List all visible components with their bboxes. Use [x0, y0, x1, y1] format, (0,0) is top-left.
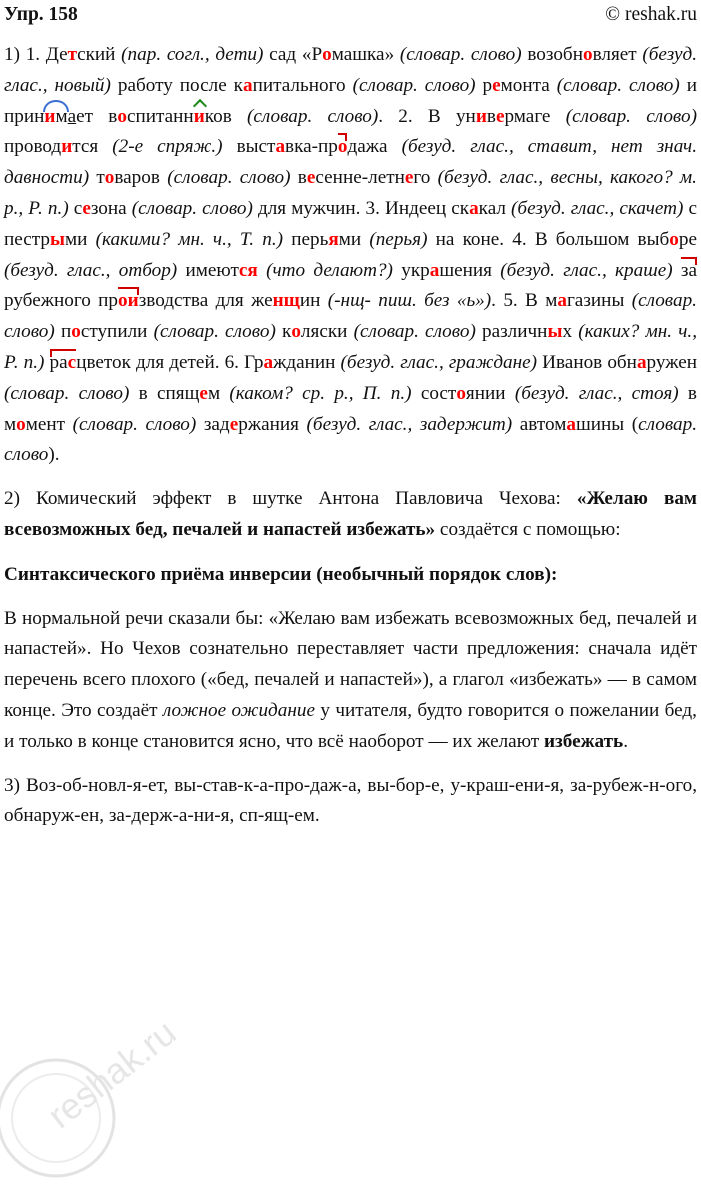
ending-roof-mark: и — [194, 102, 205, 133]
section-2-heading: Синтаксического приёма инверсии (необычный порядок слов): — [4, 563, 558, 585]
chekhov-quote: «Желаю вам всевозможных бед, печалей и напастей избежать» — [4, 488, 697, 540]
prefix-mark: рас — [50, 348, 77, 379]
section-2-intro: 2) Комический эффект в шутке Антона Павловича Чехова: «Желаю вам всевозможных бед, печалей и напастей избежать» создаётся с помощью: — [4, 488, 697, 540]
watermark-seal — [0, 1011, 184, 1188]
page-header — [0, 0, 701, 34]
exercise-title: Упр. 158 — [4, 4, 78, 25]
root-arc-mark: им — [44, 102, 67, 133]
watermark-text: reshak.ru — [39, 1011, 184, 1137]
answer-content — [0, 40, 701, 832]
section-1-paragraph: 1) 1. Детский (пар. согл., дети) сад «Ромашка» (словар. слово) возобновляет (безуд. глас., новый) работу после капитального (словар. слово) ремонта (словар. слово) и принимает воспитанников (словар. слово). 2. В универмаге (словар. слово) проводится (2-е спряж.) выставка-продажа (безуд. глас., ставит, нет знач. давности) товаров (словар. слово) весенне-летнего (безуд. глас., весны, какого? м. р., Р. п.) сезона (словар. слово) для мужчин. 3. Индеец скакал (безуд. глас., скачет) с пестрыми (какими? мн. ч., Т. п.) перьями (перья) на коне. 4. В большом выборе (безуд. глас., отбор) имеются (что делают?) украшения (безуд. глас., краше) зарубежного производства для женщин (-нщ- пиш. без «ь»). 5. В магазины (словар. слово) поступили (словар. слово) коляски (словар. слово) различных (каких? мн. ч., Р. п.) расцветок для детей. 6. Гражданин (безуд. глас., граждане) Иванов обнаружен (словар. слово) в спящем (каком? ср. р., П. п.) состоянии (безуд. глас., стоя) в момент (словар. слово) задержания (безуд. глас., задержит) автомашины (словар. слово). — [4, 44, 698, 466]
section-3-morphemes: 3) Воз-об-новл-я-ет, вы-став-к-а-про-даж-а, вы-бор-е, у-краш-ени-я, за-рубеж-н-ого, обнаруж-ен, за-держ-а-ни-я, сп-ящ-ем. — [4, 774, 697, 827]
prefix-mark: ои — [118, 286, 139, 317]
suffix-mark: о — [338, 132, 348, 163]
section-2-explanation: В нормальной речи сказали бы: «Желаю вам избежать всевозможных бед, печалей и напастей». Но Чехов сознательно переставляет части предложения: сначала идёт перечень всего плохого («бед, печалей и напастей»), а глагол «избежать» — в самом конце. Это создаёт ложное ожидание у читателя, будто говорится о пожелании бед, и только в конце становится ясно, что всё наоборот — их желают избежать. — [4, 607, 697, 752]
site-credit: © reshak.ru — [605, 4, 697, 25]
prefix-mark: за — [681, 256, 697, 287]
